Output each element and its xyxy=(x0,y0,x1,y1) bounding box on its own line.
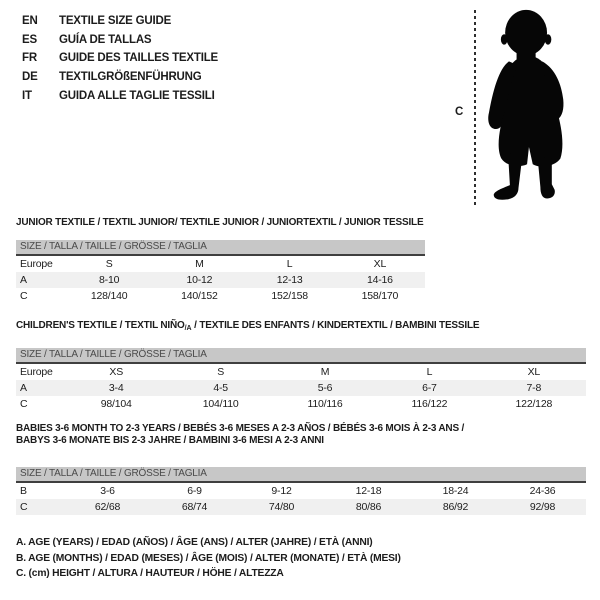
size-column-header: S xyxy=(105,258,113,270)
note-age-years: A. AGE (YEARS) / EDAD (AÑOS) / ÂGE (ANS) / ALTER (JAHRE) / ETÀ (ANNI) xyxy=(16,537,373,548)
size-cell: 92/98 xyxy=(529,501,556,513)
size-column-header: M xyxy=(195,258,204,270)
language-code: IT xyxy=(22,89,32,102)
size-cell: 140/152 xyxy=(181,290,218,302)
table-row xyxy=(16,380,586,396)
table-title-subscript: /A xyxy=(184,325,192,332)
size-cell: 12-13 xyxy=(276,274,303,286)
language-code: ES xyxy=(22,33,37,46)
table-title-text: / TEXTILE DES ENFANTS / KINDERTEXTIL / BAMBINI TESSILE xyxy=(191,320,480,331)
table-title-line1: BABIES 3-6 MONTH TO 2-3 YEARS / BEBÉS 3-6 MESES A 2-3 AÑOS / BÉBÉS 3-6 MOIS À 2-3 ANS / xyxy=(16,423,465,434)
size-cell: 74/80 xyxy=(268,501,295,513)
size-cell: 3-4 xyxy=(108,382,124,394)
language-label: TEXTILGRÖßENFÜHRUNG xyxy=(59,71,202,84)
size-cell: 116/122 xyxy=(411,398,448,410)
row-label: C xyxy=(20,398,28,410)
junior-textile-table xyxy=(16,217,425,304)
size-column-header: M xyxy=(320,366,330,378)
size-column-header: XL xyxy=(373,258,387,270)
table-row xyxy=(16,396,586,412)
size-cell: 6-9 xyxy=(187,485,202,497)
size-cell: 18-24 xyxy=(442,485,469,497)
language-row-de xyxy=(22,68,218,87)
height-measure-label: C xyxy=(455,106,464,118)
size-header-bar: SIZE / TALLA / TAILLE / GRÖSSE / TAGLIA xyxy=(16,348,586,364)
size-cell: 68/74 xyxy=(181,501,208,513)
size-header-bar: SIZE / TALLA / TAILLE / GRÖSSE / TAGLIA xyxy=(16,467,586,483)
language-list xyxy=(22,12,218,106)
size-cell: 80/86 xyxy=(355,501,382,513)
size-cell: 10-12 xyxy=(186,274,213,286)
size-cell: 86/92 xyxy=(442,501,469,513)
size-cell: 7-8 xyxy=(526,382,542,394)
size-cell: 62/68 xyxy=(94,501,121,513)
table-header-row xyxy=(16,256,425,272)
note-age-months: B. AGE (MONTHS) / EDAD (MESES) / ÂGE (MOIS) / ALTER (MONATE) / ETÀ (MESI) xyxy=(16,552,401,564)
size-cell: 4-5 xyxy=(213,382,228,394)
note-height-cm: C. (cm) HEIGHT / ALTURA / HAUTEUR / HÖHE / ALTEZZA xyxy=(16,568,284,580)
size-cell: 8-10 xyxy=(99,274,120,286)
size-cell: 152/158 xyxy=(271,290,308,302)
language-row-es xyxy=(22,31,218,50)
size-column-header: L xyxy=(426,366,433,378)
size-cell: 3-6 xyxy=(100,485,115,497)
table-row xyxy=(16,483,586,499)
height-measure-dotted-line xyxy=(474,10,476,205)
language-label: GUÍA DE TALLAS xyxy=(59,33,152,46)
baby-silhouette-icon xyxy=(484,8,572,208)
table-header-row xyxy=(16,364,586,380)
size-cell: 14-16 xyxy=(366,274,393,286)
table-row xyxy=(16,288,425,304)
language-code: FR xyxy=(22,52,37,65)
babies-textile-table xyxy=(16,423,586,515)
table-title-text: CHILDREN'S TEXTILE / TEXTIL NIÑO xyxy=(16,320,185,331)
language-label: GUIDE DES TAILLES TEXTILE xyxy=(59,52,218,65)
size-cell: 24-36 xyxy=(529,485,556,497)
size-header-bar: SIZE / TALLA / TAILLE / GRÖSSE / TAGLIA xyxy=(16,240,425,256)
row-label: A xyxy=(20,274,27,286)
language-row-en xyxy=(22,12,218,31)
row-label: C xyxy=(20,290,28,302)
size-cell: 12-18 xyxy=(355,485,382,497)
size-cell: 98/104 xyxy=(100,398,132,410)
language-row-fr xyxy=(22,49,218,68)
language-row-it xyxy=(22,87,218,106)
size-cell: 158/170 xyxy=(361,290,399,302)
language-label: GUIDA ALLE TAGLIE TESSILI xyxy=(59,89,215,102)
legend-notes xyxy=(16,535,401,582)
row-label: Europe xyxy=(20,258,53,270)
row-label: C xyxy=(20,501,28,513)
row-label: A xyxy=(20,382,27,394)
size-cell: 104/110 xyxy=(202,398,239,410)
row-label: Europe xyxy=(20,366,53,378)
table-title xyxy=(16,320,586,335)
row-label: B xyxy=(20,485,27,497)
table-row xyxy=(16,499,586,515)
size-column-header: L xyxy=(286,258,293,270)
language-code: DE xyxy=(22,71,38,84)
table-title-line2: BABYS 3-6 MONATE BIS 2-3 JAHRE / BAMBINI 3-6 MESI A 2-3 ANNI xyxy=(16,435,324,446)
childrens-textile-table xyxy=(16,320,586,412)
size-cell: 9-12 xyxy=(271,485,292,497)
language-label: TEXTILE SIZE GUIDE xyxy=(59,15,172,27)
size-column-header: S xyxy=(217,366,225,378)
size-column-header: XL xyxy=(527,366,541,378)
size-cell: 128/140 xyxy=(90,290,128,302)
size-cell: 110/116 xyxy=(307,398,343,410)
table-title xyxy=(16,423,586,447)
table-row xyxy=(16,272,425,288)
language-code: EN xyxy=(22,15,38,27)
table-title: JUNIOR TEXTILE / TEXTIL JUNIOR/ TEXTILE JUNIOR / JUNIORTEXTIL / JUNIOR TESSILE xyxy=(16,217,424,228)
size-cell: 6-7 xyxy=(422,382,437,394)
size-cell: 122/128 xyxy=(515,398,553,410)
size-column-header: XS xyxy=(109,366,123,378)
size-cell: 5-6 xyxy=(317,382,333,394)
